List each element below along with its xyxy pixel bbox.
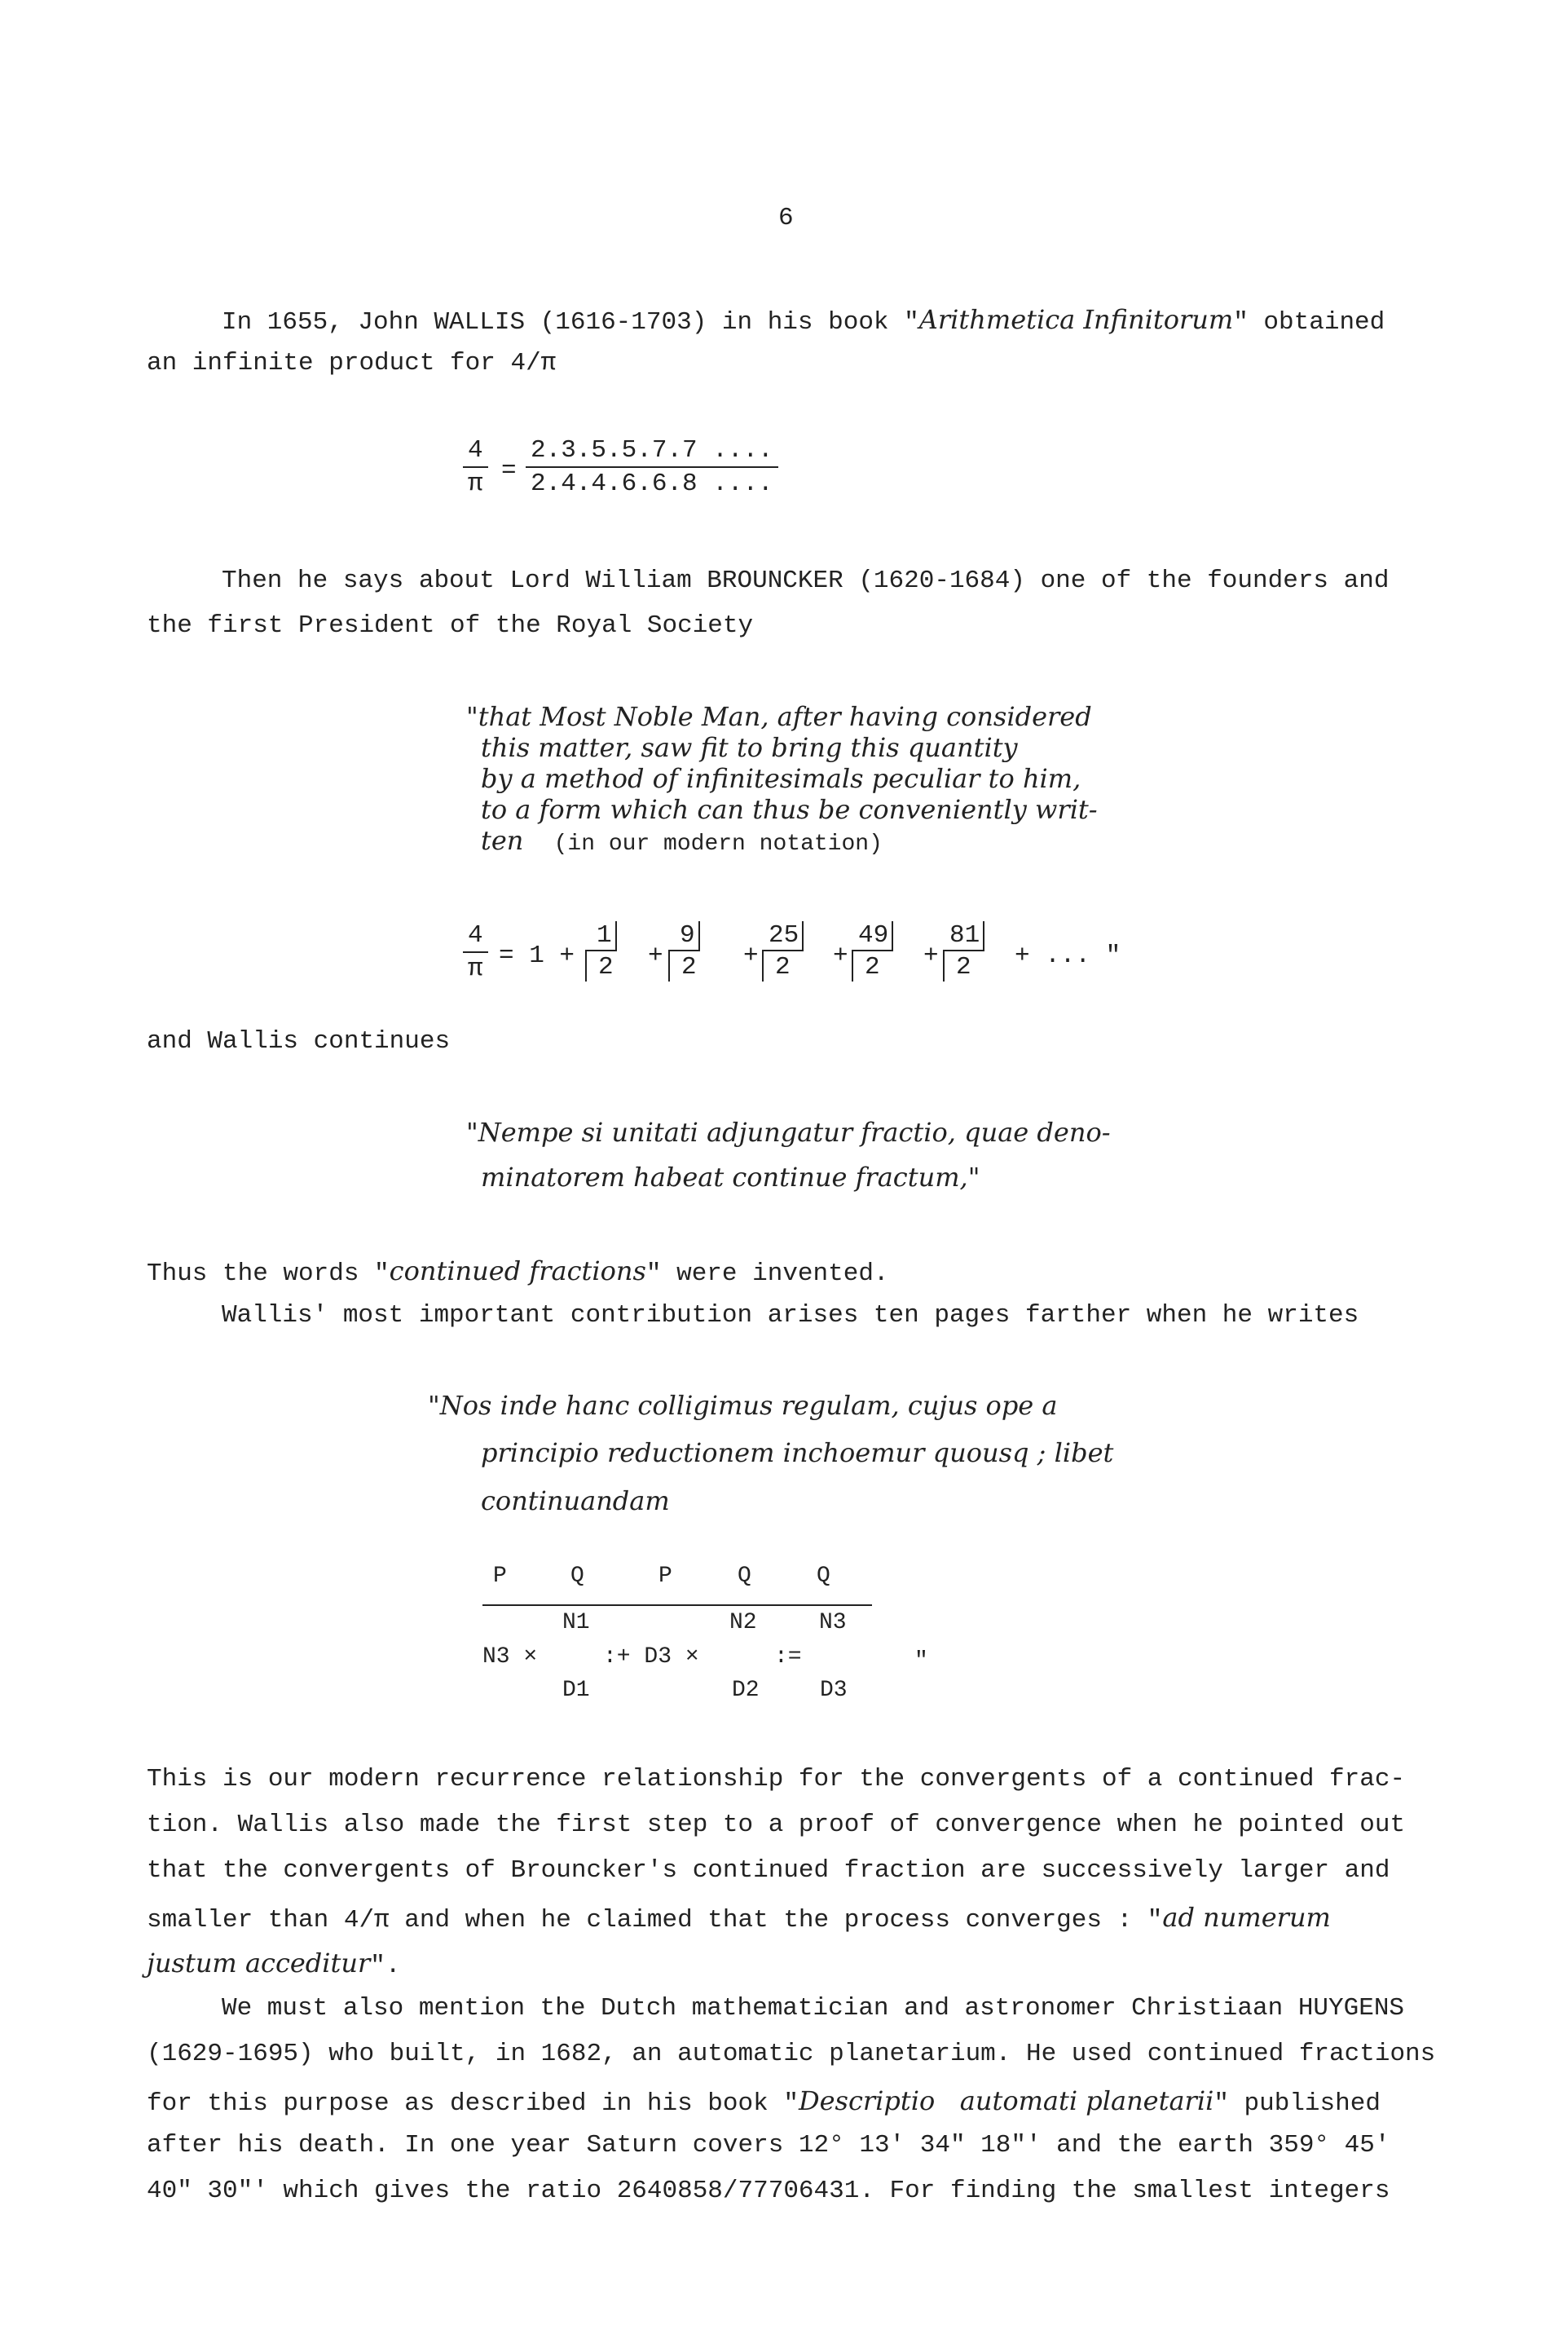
rule-row-b: :+ D3 ×	[603, 1644, 699, 1670]
product-numerator: 2.3.5.5.7.7 ....	[526, 436, 778, 468]
lhs-denominator: π	[468, 955, 483, 983]
paragraph-5-line-1: This is our modern recurrence relationship for the convergents of a continued frac-	[147, 1765, 1406, 1793]
rule-n2: N2	[729, 1610, 757, 1635]
paragraph-6-line-2: (1629-1695) who built, in 1682, an automatic planetarium. He used continued fractions	[147, 2040, 1436, 2068]
lhs-numerator: 4	[463, 921, 488, 953]
paragraph-5-line-5	[147, 1948, 401, 1980]
quote-3-line-1: "Nos inde hanc colligimus regulam, cujus ope a	[428, 1390, 1058, 1421]
quote-1-line-1: "that Most Noble Man, after having considered	[466, 701, 1092, 732]
rule-header-p1: P	[493, 1564, 507, 1589]
rule-d1: D1	[562, 1678, 590, 1703]
text: In 1655, John WALLIS (1616-1703) in his book "	[222, 308, 919, 337]
rule-header-p2: P	[658, 1564, 672, 1589]
text: " obtained	[1233, 308, 1385, 337]
rule-header-q1: Q	[570, 1564, 584, 1589]
quote-1-line-3: by a method of infinitesimals peculiar to him,	[481, 763, 1081, 794]
text: (in our modern notation)	[553, 832, 883, 857]
plus-sign: +	[743, 942, 759, 970]
plus-sign: +	[648, 942, 663, 970]
paragraph-6-line-1: We must also mention the Dutch mathematician and astronomer Christiaan HUYGENS	[222, 1994, 1405, 2023]
wallis-lhs-fraction	[463, 436, 488, 498]
paragraph-6-line-4: after his death. In one year Saturn covers 12° 13' 34" 18"' and the earth 359° 45'	[147, 2131, 1390, 2160]
quote-1-line-5	[481, 825, 883, 858]
quote-2-line-1: "Nempe si unitati adjungatur fractio, quae deno-	[466, 1117, 1111, 1148]
cf-term-denominator: 2	[762, 951, 804, 982]
quote-3-line-2: principio reductionem inchoemur quousq ; libet	[481, 1437, 1114, 1468]
phrase-justum-acceditur: justum acceditur	[147, 1948, 371, 1979]
cf-term-denominator: 2	[943, 951, 984, 982]
paragraph-4-line-2: Wallis' most important contribution arises ten pages farther when he writes	[222, 1301, 1359, 1330]
rule-table-line	[482, 1604, 872, 1606]
cf-term-denominator: 2	[668, 951, 700, 982]
cf-term-numerator: 81	[943, 921, 984, 951]
phrase-ad-numerum: ad numerum	[1162, 1902, 1331, 1933]
rule-n1: N1	[562, 1610, 590, 1635]
paragraph-2-line-1: Then he says about Lord William BROUNCKER (1620-1684) one of the founders and	[222, 567, 1390, 595]
cf-term-numerator: 9	[668, 921, 700, 951]
text: Thus the words "	[147, 1260, 390, 1288]
cf-term-2	[668, 921, 700, 982]
plus-sign: +	[923, 942, 939, 970]
cf-term-numerator: 49	[852, 921, 893, 951]
paragraph-5-line-4	[147, 1902, 1331, 1935]
paragraph-5-line-2: tion. Wallis also made the first step to a proof of convergence when he pointed out	[147, 1811, 1406, 1839]
paragraph-6-line-3	[147, 2085, 1381, 2118]
paragraph-1-line-1	[222, 304, 1385, 337]
paragraph-4-line-1	[147, 1255, 889, 1288]
quote-1-line-2: this matter, saw fit to bring this quantity	[481, 732, 1018, 763]
wallis-product-fraction	[526, 436, 778, 498]
cf-term-denominator: 2	[585, 951, 617, 982]
text: " published	[1213, 2089, 1381, 2118]
plus-sign: +	[833, 942, 848, 970]
paragraph-1-line-2: an infinite product for 4/π	[147, 349, 557, 377]
cf-term-4	[852, 921, 893, 982]
quote-3-line-3: continuandam	[481, 1485, 670, 1516]
rule-row-c: :=	[774, 1644, 802, 1670]
equals-sign: =	[501, 457, 517, 485]
phrase-continued-fractions: continued fractions	[389, 1255, 646, 1286]
book-title-descriptio: Descriptio automati planetarii	[798, 2085, 1214, 2116]
cf-term-3	[762, 921, 804, 982]
text: for this purpose as described in his book "	[147, 2089, 799, 2118]
quote-2-line-2: minatorem habeat continue fractum,"	[481, 1162, 980, 1193]
paragraph-5-line-3: that the convergents of Brouncker's continued fraction are successively larger and	[147, 1856, 1390, 1885]
text: " were invented.	[645, 1260, 889, 1288]
text: smaller than 4/π and when he claimed that the process converges : "	[147, 1906, 1163, 1935]
text: ".	[370, 1952, 401, 1980]
brouncker-lhs-fraction	[463, 921, 488, 983]
lhs-denominator: π	[468, 470, 483, 498]
rule-d2: D2	[732, 1678, 760, 1703]
quote-1-line-4: to a form which can thus be conveniently writ-	[481, 794, 1098, 825]
cf-term-numerator: 25	[762, 921, 804, 951]
rule-n3: N3	[819, 1610, 847, 1635]
page-number: 6	[778, 204, 794, 232]
cf-term-denominator: 2	[852, 951, 893, 982]
rule-header-q2: Q	[738, 1564, 751, 1589]
paragraph-3: and Wallis continues	[147, 1027, 451, 1056]
cf-term-numerator: 1	[585, 921, 617, 951]
cf-tail: + ... "	[1015, 942, 1121, 970]
text: ten	[481, 825, 524, 856]
rule-quote-end: "	[914, 1648, 928, 1674]
rule-header-q3: Q	[817, 1564, 830, 1589]
paragraph-2-line-2: the first President of the Royal Society	[147, 611, 754, 640]
rule-row-a: N3 ×	[482, 1644, 538, 1670]
equals-one-plus: = 1 +	[499, 942, 575, 970]
book-title-arithmetica: Arithmetica Infinitorum	[918, 304, 1234, 335]
rule-d3: D3	[820, 1678, 848, 1703]
paragraph-6-line-5: 40" 30"' which gives the ratio 2640858/77706431. For finding the smallest integers	[147, 2177, 1390, 2205]
cf-term-5	[943, 921, 984, 982]
product-denominator: 2.4.4.6.6.8 ....	[531, 470, 773, 498]
cf-term-1	[585, 921, 617, 982]
lhs-numerator: 4	[463, 436, 488, 468]
